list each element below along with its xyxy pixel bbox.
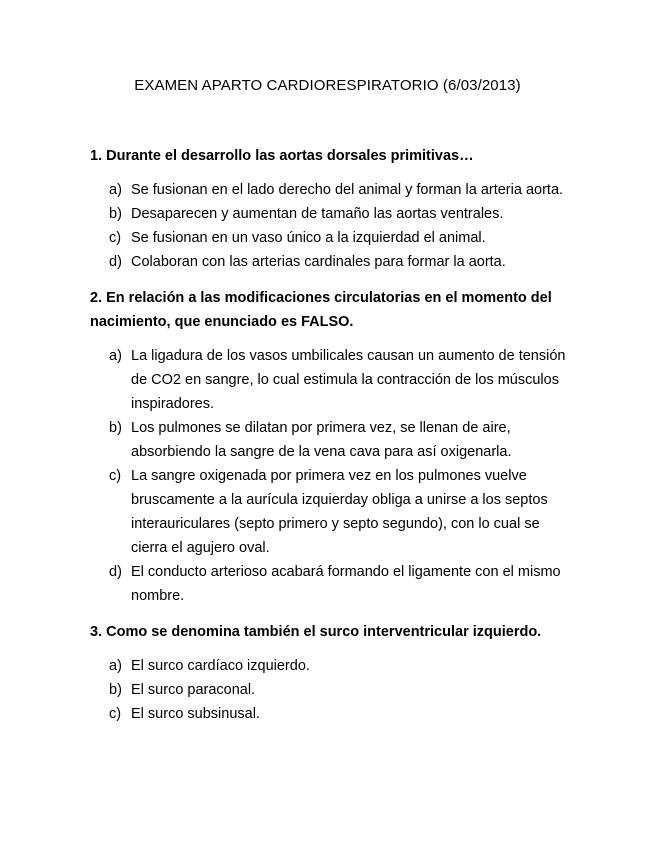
question-3 <box>90 620 575 726</box>
option-b <box>90 202 575 226</box>
option-c <box>90 226 575 250</box>
option-d <box>90 560 575 608</box>
option-text: La ligadura de los vasos umbilicales causan un aumento de tensión de CO2 en sangre, lo cual estimula la contracción de los músculos inspiradores. <box>131 348 566 412</box>
options-list <box>90 344 575 608</box>
option-letter: c) <box>109 230 122 246</box>
options-list <box>90 178 575 274</box>
option-letter: d) <box>109 564 122 580</box>
option-letter: d) <box>109 254 122 270</box>
option-b <box>90 416 575 464</box>
question-title: 2. En relación a las modificaciones circulatorias en el momento del nacimiento, que enunciado es FALSO. <box>90 290 552 330</box>
option-text: La sangre oxigenada por primera vez en los pulmones vuelve bruscamente a la aurícula izquierday obliga a unirse a los septos interauriculares (septo primero y septo segundo), con lo cual se cierra el agujero oval. <box>131 468 548 556</box>
question-1 <box>90 144 575 274</box>
option-text: El surco subsinusal. <box>131 706 260 722</box>
option-text: Se fusionan en el lado derecho del animal y forman la arteria aorta. <box>131 182 564 198</box>
option-text: Colaboran con las arterias cardinales para formar la aorta. <box>131 254 506 270</box>
option-text: Los pulmones se dilatan por primera vez, se llenan de aire, absorbiendo la sangre de la vena cava para así oxigenarla. <box>131 420 512 460</box>
options-list <box>90 654 575 726</box>
option-letter: a) <box>109 182 122 198</box>
question-title: 3. Como se denomina también el surco interventricular izquierdo. <box>90 624 542 640</box>
option-a <box>90 178 575 202</box>
option-letter: a) <box>109 348 122 364</box>
question-title: 1. Durante el desarrollo las aortas dorsales primitivas… <box>90 148 474 164</box>
option-letter: b) <box>109 420 122 436</box>
option-text: El surco cardíaco izquierdo. <box>131 658 310 674</box>
option-d <box>90 250 575 274</box>
option-a <box>90 654 575 678</box>
option-text: Se fusionan en un vaso único a la izquierdad el animal. <box>131 230 486 246</box>
option-letter: a) <box>109 658 122 674</box>
option-a <box>90 344 575 416</box>
question-2 <box>90 286 575 608</box>
option-text: Desaparecen y aumentan de tamaño las aortas ventrales. <box>131 206 504 222</box>
option-text: El surco paraconal. <box>131 682 256 698</box>
option-c <box>90 464 575 560</box>
option-b <box>90 678 575 702</box>
option-letter: b) <box>109 682 122 698</box>
option-letter: c) <box>109 706 122 722</box>
option-text: El conducto arterioso acabará formando el ligamente con el mismo nombre. <box>131 564 561 604</box>
option-letter: c) <box>109 468 122 484</box>
document-title: EXAMEN APARTO CARDIORESPIRATORIO (6/03/2013) <box>134 77 521 94</box>
option-c <box>90 702 575 726</box>
option-letter: b) <box>109 206 122 222</box>
